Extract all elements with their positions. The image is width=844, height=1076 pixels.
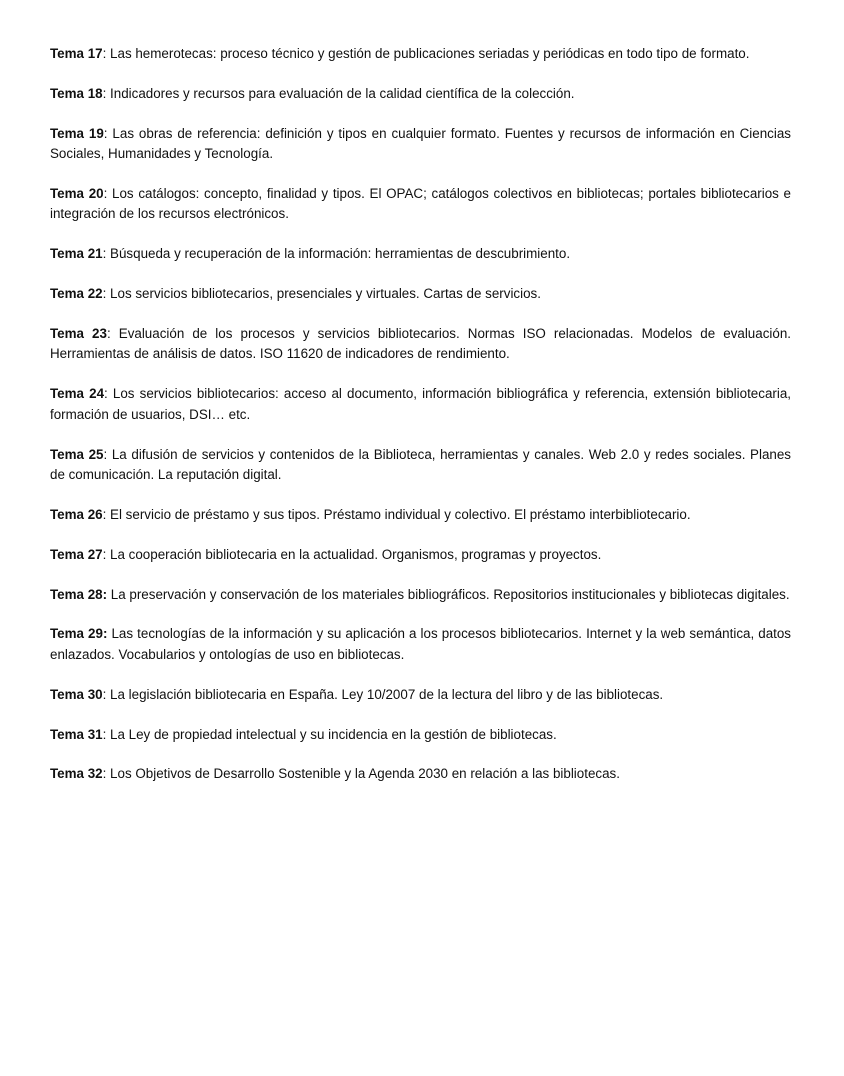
topic-label: Tema 17: [50, 46, 103, 61]
topic-text: : Los catálogos: concepto, finalidad y tipos. El OPAC; catálogos colectivos en bibliotecas; portales bibliotecarios e integración de los recursos electrónicos.: [50, 186, 791, 222]
topic-label: Tema 25: [50, 446, 104, 462]
topic-label: Tema 20: [50, 186, 104, 201]
list-item: [50, 445, 791, 486]
list-item: [50, 505, 791, 525]
list-item: [50, 725, 791, 745]
topic-text: : Indicadores y recursos para evaluación de la calidad científica de la colección.: [102, 85, 575, 101]
list-item: [50, 764, 791, 784]
list-item: [50, 124, 791, 165]
list-item: [50, 585, 791, 605]
topic-text: : El servicio de préstamo y sus tipos. Préstamo individual y colectivo. El préstamo interbibliotecario.: [102, 506, 691, 522]
topic-text: : Las obras de referencia: definición y tipos en cualquier formato. Fuentes y recursos de información en Ciencias Sociales, Humanidades y Tecnología.: [50, 125, 791, 162]
list-item: [50, 685, 791, 705]
list-item: [50, 384, 791, 425]
topic-text: : La cooperación bibliotecaria en la actualidad. Organismos, programas y proyectos.: [102, 546, 602, 562]
topic-label: Tema 27: [50, 546, 103, 562]
topic-label: Tema 30: [50, 686, 103, 702]
topic-text: La preservación y conservación de los materiales bibliográficos. Repositorios institucionales y bibliotecas digitales.: [107, 586, 790, 602]
topic-text: : La Ley de propiedad intelectual y su incidencia en la gestión de bibliotecas.: [102, 726, 557, 742]
topic-label: Tema 28:: [50, 586, 108, 602]
topic-text: : Los servicios bibliotecarios, presenciales y virtuales. Cartas de servicios.: [102, 286, 541, 302]
topic-label: Tema 19: [50, 125, 104, 141]
topic-label: Tema 29:: [50, 626, 108, 642]
topic-label: Tema 26: [50, 506, 103, 522]
topic-text: : La difusión de servicios y contenidos de la Biblioteca, herramientas y canales. Web 2.0 y redes sociales. Planes de comunicación. La reputación digital.: [50, 446, 791, 482]
topic-text: : Los servicios bibliotecarios: acceso al documento, información bibliográfica y referencia, extensión bibliotecaria, formación de usuarios, DSI… etc.: [50, 386, 791, 422]
topic-text: : La legislación bibliotecaria en España. Ley 10/2007 de la lectura del libro y de las bibliotecas.: [102, 686, 664, 702]
topic-text: : Evaluación de los procesos y servicios bibliotecarios. Normas ISO relacionadas. Modelos de evaluación. Herramientas de análisis de datos. ISO 11620 de indicadores de rendimiento.: [50, 326, 791, 362]
topic-label: Tema 21: [50, 246, 103, 262]
list-item: [50, 44, 791, 64]
list-item: [50, 244, 791, 264]
topic-label: Tema 31: [50, 726, 103, 742]
list-item: [50, 284, 791, 304]
list-item: [50, 184, 791, 225]
topic-label: Tema 22: [50, 286, 103, 302]
topic-text: : Los Objetivos de Desarrollo Sostenible y la Agenda 2030 en relación a las bibliotecas.: [102, 766, 620, 782]
list-item: [50, 84, 791, 104]
topic-label: Tema 23: [50, 326, 107, 341]
topic-label: Tema 32: [50, 766, 103, 782]
list-item: [50, 545, 791, 565]
list-item: [50, 624, 791, 665]
topic-list: [50, 44, 791, 785]
topic-text: Las tecnologías de la información y su aplicación a los procesos bibliotecarios. Internet y la web semántica, datos enlazados. Vocabularios y ontologías de uso en bibliotecas.: [50, 626, 792, 662]
list-item: [50, 324, 791, 365]
topic-label: Tema 18: [50, 85, 103, 101]
topic-text: : Las hemerotecas: proceso técnico y gestión de publicaciones seriadas y periódicas en todo tipo de formato.: [102, 46, 750, 61]
topic-text: : Búsqueda y recuperación de la información: herramientas de descubrimiento.: [102, 246, 571, 262]
topic-label: Tema 24: [50, 386, 105, 402]
